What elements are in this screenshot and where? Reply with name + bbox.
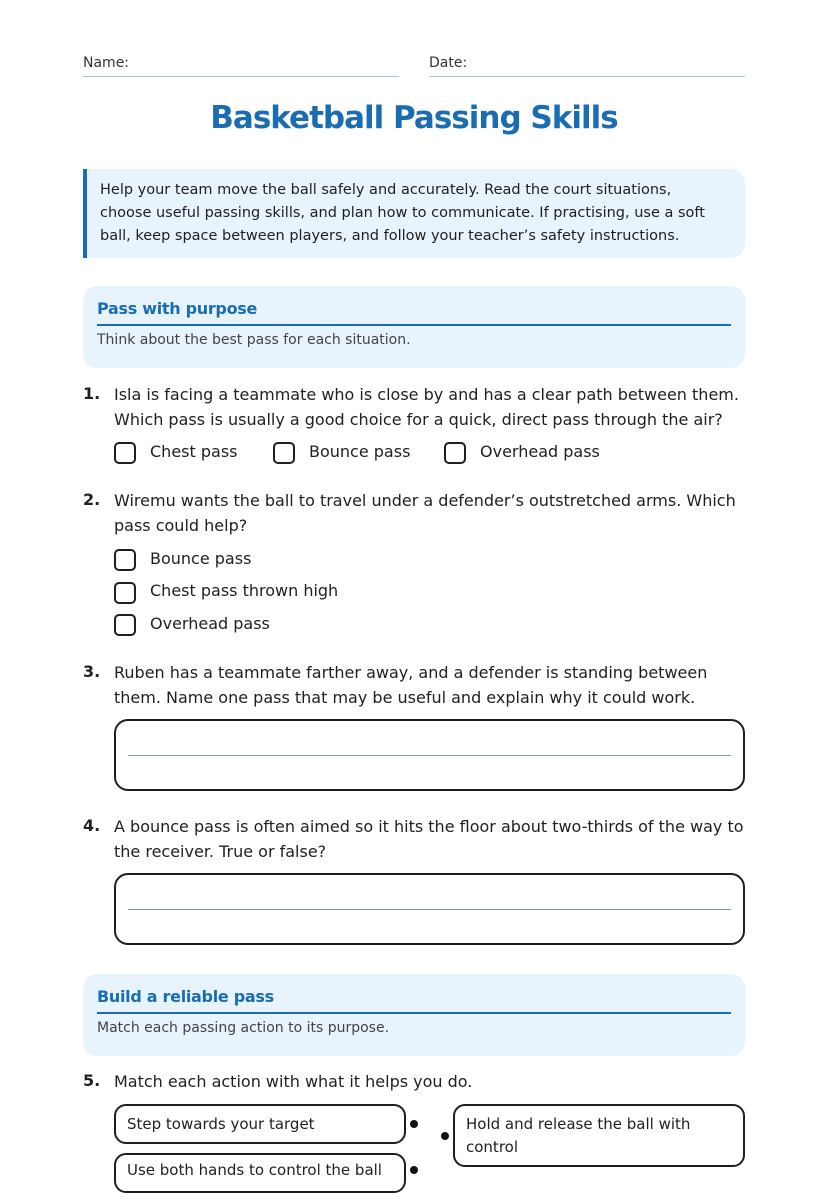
question-4-text: A bounce pass is often aimed so it hits the floor about two-thirds of the way to the receiver. True or false?	[114, 817, 744, 861]
section-pass-with-purpose	[83, 286, 745, 368]
option-label: Overhead pass	[150, 614, 270, 633]
question-5-text: Match each action with what it helps you do.	[114, 1072, 473, 1091]
match-action-item[interactable]: Use both hands to control the ball	[114, 1153, 406, 1193]
question-2-text: Wiremu wants the ball to travel under a defender’s outstretched arms. Which pass could help?	[114, 491, 736, 535]
option-label: Bounce pass	[309, 442, 411, 461]
section-build-a-reliable-pass	[83, 974, 745, 1056]
checkbox-overhead-pass[interactable]	[114, 614, 136, 636]
section-heading: Build a reliable pass	[97, 987, 731, 1014]
question-number: 4.	[83, 816, 101, 835]
option-label: Chest pass thrown high	[150, 581, 339, 600]
checkbox-chest-pass-high[interactable]	[114, 582, 136, 604]
date-label: Date:	[429, 55, 468, 71]
match-purpose-item[interactable]: Hold and release the ball with control	[453, 1104, 745, 1167]
match-dot[interactable]	[441, 1132, 449, 1140]
checkbox-overhead-pass[interactable]	[444, 442, 466, 464]
section-heading: Pass with purpose	[97, 299, 731, 326]
date-field[interactable]	[429, 52, 745, 77]
option-label: Overhead pass	[480, 442, 600, 461]
section-subtitle: Think about the best pass for each situation.	[97, 332, 411, 348]
option-label: Chest pass	[150, 442, 238, 461]
page-title: Basketball Passing Skills	[210, 100, 618, 136]
intro-box: Help your team move the ball safely and accurately. Read the court situations, choose useful passing skills, and plan how to communicate. If practising, use a soft ball, keep space between players, and follow your teacher’s safety instructions.	[83, 169, 745, 258]
checkbox-chest-pass[interactable]	[114, 442, 136, 464]
question-number: 3.	[83, 662, 101, 681]
question-number: 5.	[83, 1071, 101, 1090]
match-dot[interactable]	[410, 1166, 418, 1174]
name-field[interactable]	[83, 52, 399, 77]
question-number: 1.	[83, 384, 101, 403]
question-3-text: Ruben has a teammate farther away, and a defender is standing between them. Name one pass that may be useful and explain why it could work.	[114, 663, 708, 707]
match-dot[interactable]	[410, 1120, 418, 1128]
name-label: Name:	[83, 55, 130, 71]
answer-box[interactable]	[114, 719, 745, 791]
match-action-item[interactable]: Step towards your target	[114, 1104, 406, 1144]
checkbox-bounce-pass[interactable]	[114, 549, 136, 571]
question-1-text: Isla is facing a teammate who is close by and has a clear path between them. Which pass is usually a good choice for a quick, direct pass through the air?	[114, 385, 739, 429]
question-number: 2.	[83, 490, 101, 509]
option-label: Bounce pass	[150, 549, 252, 568]
section-subtitle: Match each passing action to its purpose.	[97, 1020, 390, 1036]
answer-box[interactable]	[114, 873, 745, 945]
checkbox-bounce-pass[interactable]	[273, 442, 295, 464]
